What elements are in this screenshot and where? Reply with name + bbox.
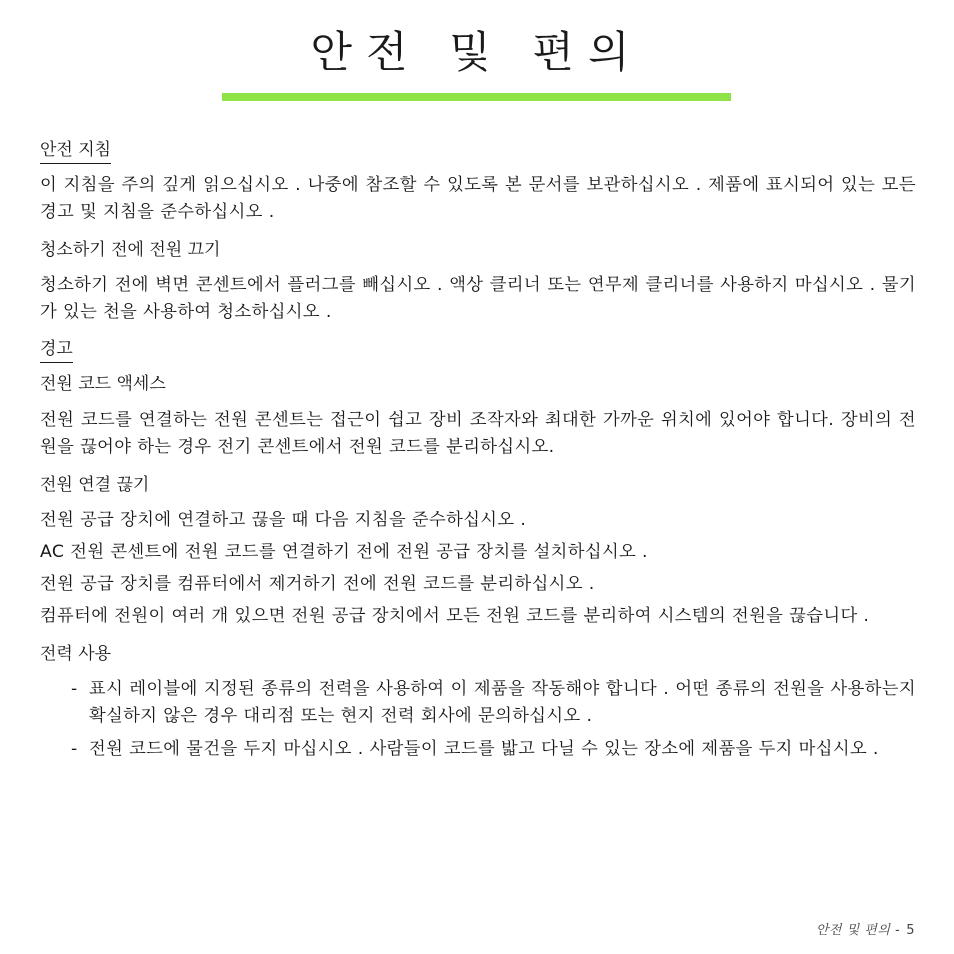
cleaning-heading: 청소하기 전에 전원 끄기 [40, 240, 221, 260]
list-item-text: 표시 레이블에 지정된 종류의 전력을 사용하여 이 제품을 작동해야 합니다 . 어떤 종류의 전원을 사용하는지 확실하지 않은 경우 대리점 또는 현지 전력 회사에 문의하십시오 . [89, 679, 916, 726]
bullet-dash: - [71, 739, 78, 759]
page-footer [816, 919, 915, 938]
power-cord-paragraph: 전원 코드를 연결하는 전원 콘센트는 접근이 쉽고 장비 조작자와 최대한 가까운 위치에 있어야 합니다. 장비의 전원을 끊어야 하는 경우 전기 콘센트에서 전원 코드를 분리하십시오. [40, 410, 916, 457]
disconnect-paragraph-2: AC 전원 콘센트에 전원 코드를 연결하기 전에 전원 공급 장치를 설치하십시오 . [40, 542, 648, 562]
power-use-heading: 전력 사용 [40, 644, 112, 664]
title-accent-bar [222, 93, 731, 101]
warning-heading: 경고 [40, 337, 73, 363]
page-content [40, 138, 916, 763]
disconnect-paragraph-1: 전원 공급 장치에 연결하고 끊을 때 다음 지침을 준수하십시오 . [40, 510, 527, 530]
bullet-dash: - [71, 679, 78, 699]
list-item [40, 736, 916, 763]
safety-heading-row [40, 138, 916, 168]
power-use-list [40, 676, 916, 763]
disconnect-paragraph-3: 전원 공급 장치를 컴퓨터에서 제거하기 전에 전원 코드를 분리하십시오 . [40, 574, 595, 594]
footer-label: 안전 및 편의 - [815, 923, 901, 938]
disconnect-paragraph-4: 컴퓨터에 전원이 여러 개 있으면 전원 공급 장치에서 모든 전원 코드를 분리하여 시스템의 전원을 끊습니다 . [40, 606, 870, 626]
safety-heading: 안전 지침 [40, 138, 111, 164]
disconnect-heading: 전원 연결 끊기 [40, 475, 150, 495]
power-cord-heading: 전원 코드 액세스 [40, 374, 166, 394]
cleaning-paragraph: 청소하기 전에 벽면 콘센트에서 플러그를 빼십시오 . 액상 클리너 또는 연무제 클리너를 사용하지 마십시오 . 물기가 있는 천을 사용하여 청소하십시오 . [40, 275, 916, 322]
list-item-text: 전원 코드에 물건을 두지 마십시오 . 사람들이 코드를 밟고 다닐 수 있는 장소에 제품을 두지 마십시오 . [89, 739, 879, 759]
list-item [40, 676, 916, 730]
warning-heading-row [40, 337, 916, 365]
safety-paragraph: 이 지침을 주의 깊게 읽으십시오 . 나중에 참조할 수 있도록 본 문서를 보관하십시오 . 제품에 표시되어 있는 모든 경고 및 지침을 준수하십시오 . [40, 175, 916, 222]
page-number: 5 [906, 923, 915, 938]
page-title: 안전 및 편의 [310, 28, 644, 78]
